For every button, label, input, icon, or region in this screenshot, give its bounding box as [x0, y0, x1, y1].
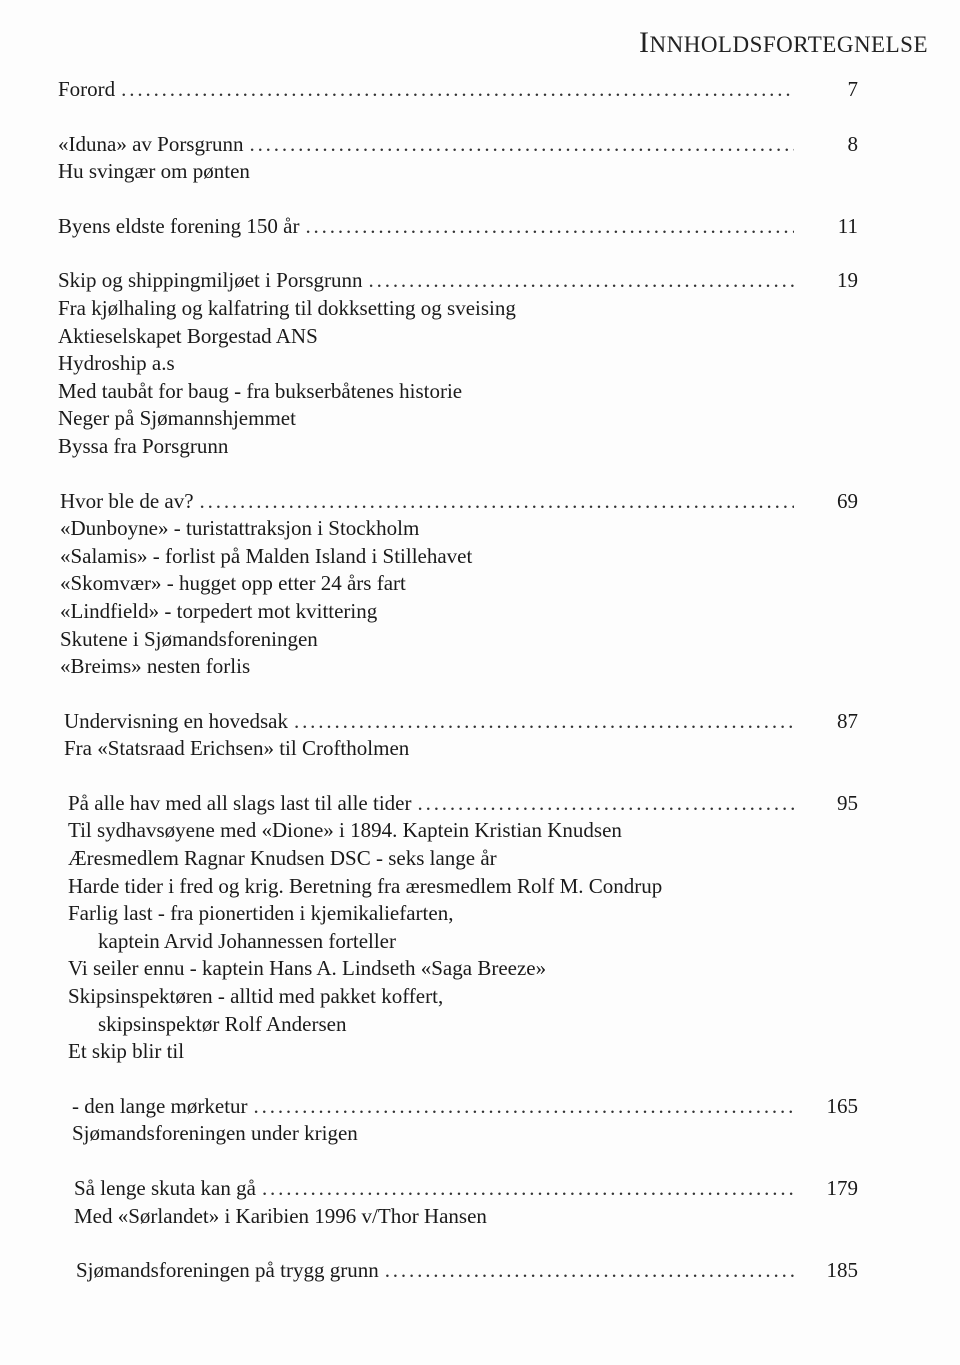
toc-entry: [58, 267, 858, 295]
dot-leader: [249, 131, 794, 159]
toc-section-skip: [58, 267, 858, 460]
toc-entry-page: 69: [837, 488, 858, 513]
toc-subentry: Farlig last - fra pionertiden i kjemikaliefarten,: [68, 901, 454, 926]
toc-entry-title: - den lange mørketur: [72, 1093, 248, 1118]
toc-entry-page: 87: [837, 708, 858, 733]
toc-entry-page: 185: [826, 1258, 858, 1283]
toc-entry: [64, 708, 858, 736]
toc-entry-title: Forord: [58, 77, 116, 101]
toc-subentry: Fra kjølhaling og kalfatring til dokksetting og sveising: [58, 295, 516, 320]
toc-subentry: Fra «Statsraad Erichsen» til Croftholmen: [64, 736, 410, 761]
toc-subentry: «Skomvær» - hugget opp etter 24 års fart: [60, 571, 406, 596]
toc-entry: [58, 76, 858, 104]
toc-entry: [60, 488, 858, 516]
toc-subentry: «Dunboyne» - turistattraksjon i Stockholm: [60, 516, 420, 541]
toc-subentry: Med taubåt for baug - fra bukserbåtenes historie: [58, 378, 463, 403]
toc-entry-title: På alle hav med all slags last til alle tider: [68, 790, 412, 815]
toc-entry-page: 11: [837, 213, 858, 238]
dot-leader: [294, 708, 794, 736]
dot-leader: [385, 1257, 794, 1285]
toc-subentry: Hydroship a.s: [58, 351, 175, 376]
toc-section-undervisning: [58, 708, 858, 763]
toc-entry-title: Skip og shippingmiljøet i Porsgrunn: [58, 268, 363, 293]
toc-entry-page: 19: [837, 268, 858, 293]
toc-entry: [58, 131, 858, 159]
dot-leader: [305, 213, 794, 241]
toc-section-iduna: [58, 131, 858, 186]
toc-section-paa-alle-hav: [58, 790, 858, 1066]
toc-entry: [72, 1093, 858, 1121]
dot-leader: [200, 488, 794, 516]
toc-subentry: Aktieselskapet Borgestad ANS: [58, 323, 318, 348]
toc-entry-page: 7: [847, 77, 858, 101]
toc-entry-title: «Iduna» av Porsgrunn: [58, 131, 244, 156]
toc-subentry: skipsinspektør Rolf Andersen: [98, 1011, 347, 1036]
toc-subentry: Med «Sørlandet» i Karibien 1996 v/Thor Hansen: [74, 1203, 487, 1228]
page-title-rest: NNHOLDSFORTEGNELSE: [649, 32, 928, 57]
toc-entry: [58, 213, 858, 241]
toc-entry-title: Hvor ble de av?: [60, 488, 194, 513]
toc-entry: [68, 790, 858, 818]
toc-subentry: Et skip blir til: [68, 1039, 185, 1064]
dot-leader: [254, 1093, 794, 1121]
toc-subentry: «Salamis» - forlist på Malden Island i Stillehavet: [60, 543, 473, 568]
toc-subentry: Æresmedlem Ragnar Knudsen DSC - seks lange år: [68, 846, 497, 871]
toc-subentry: Neger på Sjømannshjemmet: [58, 406, 296, 431]
toc-entry-title: Så lenge skuta kan gå: [74, 1176, 256, 1200]
toc-subentry: Byssa fra Porsgrunn: [58, 433, 229, 458]
page-title: [639, 26, 928, 60]
toc-section-morketur: [58, 1093, 858, 1148]
toc-subentry: kaptein Arvid Johannessen forteller: [98, 928, 396, 953]
toc-subentry: Hu svingær om pønten: [58, 159, 250, 184]
page-title-initial: I: [638, 26, 650, 59]
toc-entry-page: 165: [826, 1093, 858, 1118]
toc-subentry: «Breims» nesten forlis: [60, 654, 251, 679]
toc-subentry: Harde tider i fred og krig. Beretning fra æresmedlem Rolf M. Condrup: [68, 873, 663, 898]
toc-section-saa-lenge: [58, 1175, 858, 1230]
toc-subentry: Til sydhavsøyene med «Dione» i 1894. Kaptein Kristian Knudsen: [68, 818, 622, 843]
dot-leader: [418, 790, 795, 818]
toc-subentry: Skutene i Sjømandsforeningen: [60, 626, 318, 651]
dot-leader: [121, 76, 794, 104]
toc-entry: [76, 1257, 858, 1285]
toc-subentry: Skipsinspektøren - alltid med pakket koffert,: [68, 984, 444, 1009]
toc-subentry: Vi seiler ennu - kaptein Hans A. Lindseth «Saga Breeze»: [68, 956, 547, 981]
toc-subentry: Sjømandsforeningen under krigen: [72, 1121, 358, 1146]
toc-entry-title: Byens eldste forening 150 år: [58, 213, 300, 238]
toc-entry-title: Sjømandsforeningen på trygg grunn: [76, 1258, 379, 1283]
dot-leader: [369, 267, 794, 295]
table-of-contents: [58, 76, 858, 1312]
toc-section-trygg-grunn: [58, 1257, 858, 1285]
toc-entry-page: 8: [847, 131, 858, 156]
toc-entry-page: 179: [826, 1176, 858, 1200]
toc-section-forord: [58, 76, 858, 104]
dot-leader: [262, 1175, 794, 1203]
toc-subentry: «Lindfield» - torpedert mot kvittering: [60, 598, 378, 623]
toc-entry: [74, 1175, 858, 1203]
toc-entry-page: 95: [837, 790, 858, 815]
toc-section-byens-eldste: [58, 213, 858, 241]
toc-entry-title: Undervisning en hovedsak: [64, 708, 288, 733]
toc-section-hvor-ble: [58, 488, 858, 681]
